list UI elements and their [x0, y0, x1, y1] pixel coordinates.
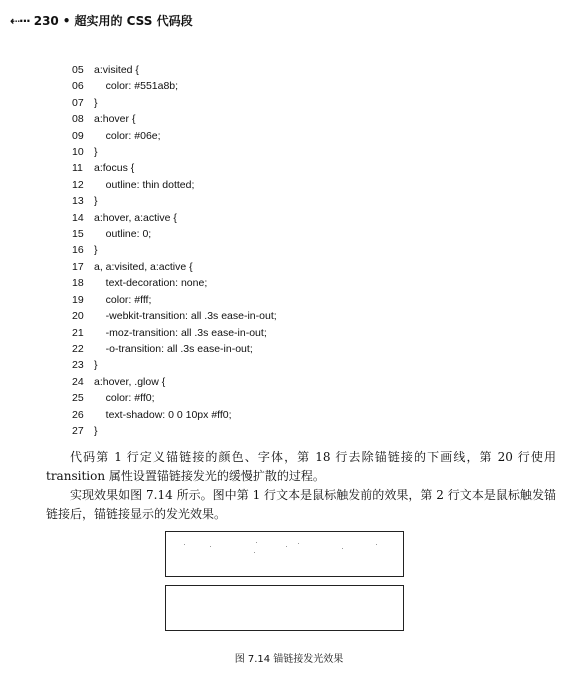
code-line [72, 160, 277, 176]
line-number: 15 [72, 228, 84, 241]
line-number: 09 [72, 129, 84, 142]
figure-panel-before [165, 531, 404, 577]
line-number: 25 [72, 392, 84, 405]
back-arrow-icon: ⇠··· [10, 13, 30, 28]
line-number: 21 [72, 326, 84, 339]
code-listing [72, 62, 277, 439]
faint-dot [298, 543, 299, 544]
code-text: color: #06e; [94, 129, 161, 142]
code-line [72, 374, 277, 390]
code-text: a:visited { [94, 64, 139, 76]
code-text: color: #fff; [94, 293, 152, 306]
page-header [10, 12, 193, 29]
figure-caption: 图 7.14 锚链接发光效果 [234, 654, 344, 665]
line-number: 24 [72, 375, 84, 388]
code-line [72, 242, 277, 258]
code-line [72, 325, 277, 341]
code-line [72, 177, 277, 193]
code-line [72, 78, 277, 94]
code-line [72, 423, 277, 439]
faint-dot [256, 542, 257, 543]
code-line [72, 226, 277, 242]
code-line [72, 308, 277, 324]
code-text: outline: 0; [94, 228, 152, 241]
code-text: a, a:visited, a:active { [94, 260, 193, 273]
line-number: 05 [72, 64, 84, 76]
line-number: 20 [72, 310, 84, 323]
code-text: } [94, 244, 98, 257]
code-text: -o-transition: all .3s ease-in-out; [94, 342, 253, 355]
faint-dot [286, 546, 287, 547]
line-number: 26 [72, 408, 84, 421]
figure-panel-after [165, 585, 404, 631]
code-line [72, 407, 277, 423]
line-number: 18 [72, 277, 84, 290]
line-number: 23 [72, 359, 84, 372]
code-line [72, 357, 277, 373]
line-number: 22 [72, 342, 84, 355]
code-text: a:hover, .glow { [94, 375, 166, 388]
line-number: 06 [72, 80, 84, 93]
line-number: 27 [72, 424, 84, 437]
line-number: 12 [72, 178, 84, 191]
code-text: a:hover { [94, 113, 136, 126]
code-text: } [94, 96, 98, 109]
code-text: text-shadow: 0 0 10px #ff0; [94, 408, 232, 421]
code-line [72, 95, 277, 111]
line-number: 10 [72, 146, 84, 159]
code-text: color: #ff0; [94, 392, 155, 405]
page-number: 230 [33, 13, 59, 28]
line-number: 16 [72, 244, 84, 257]
line-number: 13 [72, 195, 84, 208]
code-text: -moz-transition: all .3s ease-in-out; [94, 326, 267, 339]
line-number: 19 [72, 293, 84, 306]
code-text: } [94, 146, 98, 159]
paragraph-2: 实现效果如图 7.14 所示。图中第 1 行文本是鼠标触发前的效果，第 2 行文本是鼠标触发锚链接后，锚链接显示的发光效果。 [46, 488, 556, 521]
code-line [72, 144, 277, 160]
line-number: 08 [72, 113, 84, 126]
line-number: 17 [72, 260, 84, 273]
line-number: 14 [72, 211, 84, 224]
code-text: a:hover, a:active { [94, 211, 177, 224]
code-text: } [94, 195, 98, 208]
faint-dot [342, 548, 343, 549]
code-line [72, 275, 277, 291]
code-line [72, 193, 277, 209]
code-line [72, 210, 277, 226]
faint-dot [376, 544, 377, 545]
faint-dot [254, 552, 255, 553]
code-text: outline: thin dotted; [94, 178, 195, 191]
faint-dot [184, 544, 185, 545]
code-text: } [94, 424, 98, 437]
code-line [72, 111, 277, 127]
code-text: text-decoration: none; [94, 277, 208, 290]
code-line [72, 292, 277, 308]
code-text: } [94, 359, 98, 372]
header-separator: • [62, 13, 71, 28]
line-number: 07 [72, 96, 84, 109]
faint-dot [210, 546, 211, 547]
code-line [72, 62, 277, 78]
code-line [72, 390, 277, 406]
code-line [72, 259, 277, 275]
code-text: a:focus { [94, 162, 135, 175]
paragraph-1: 代码第 1 行定义锚链接的颜色、字体，第 18 行去除锚链接的下画线，第 20 行使用 transition 属性设置锚链接发光的缓慢扩散的过程。 [46, 450, 556, 483]
code-line [72, 128, 277, 144]
book-title: 超实用的 CSS 代码段 [74, 14, 193, 28]
line-number: 11 [72, 162, 83, 175]
code-line [72, 341, 277, 357]
code-text: color: #551a8b; [94, 80, 179, 93]
code-text: -webkit-transition: all .3s ease-in-out; [94, 310, 277, 323]
